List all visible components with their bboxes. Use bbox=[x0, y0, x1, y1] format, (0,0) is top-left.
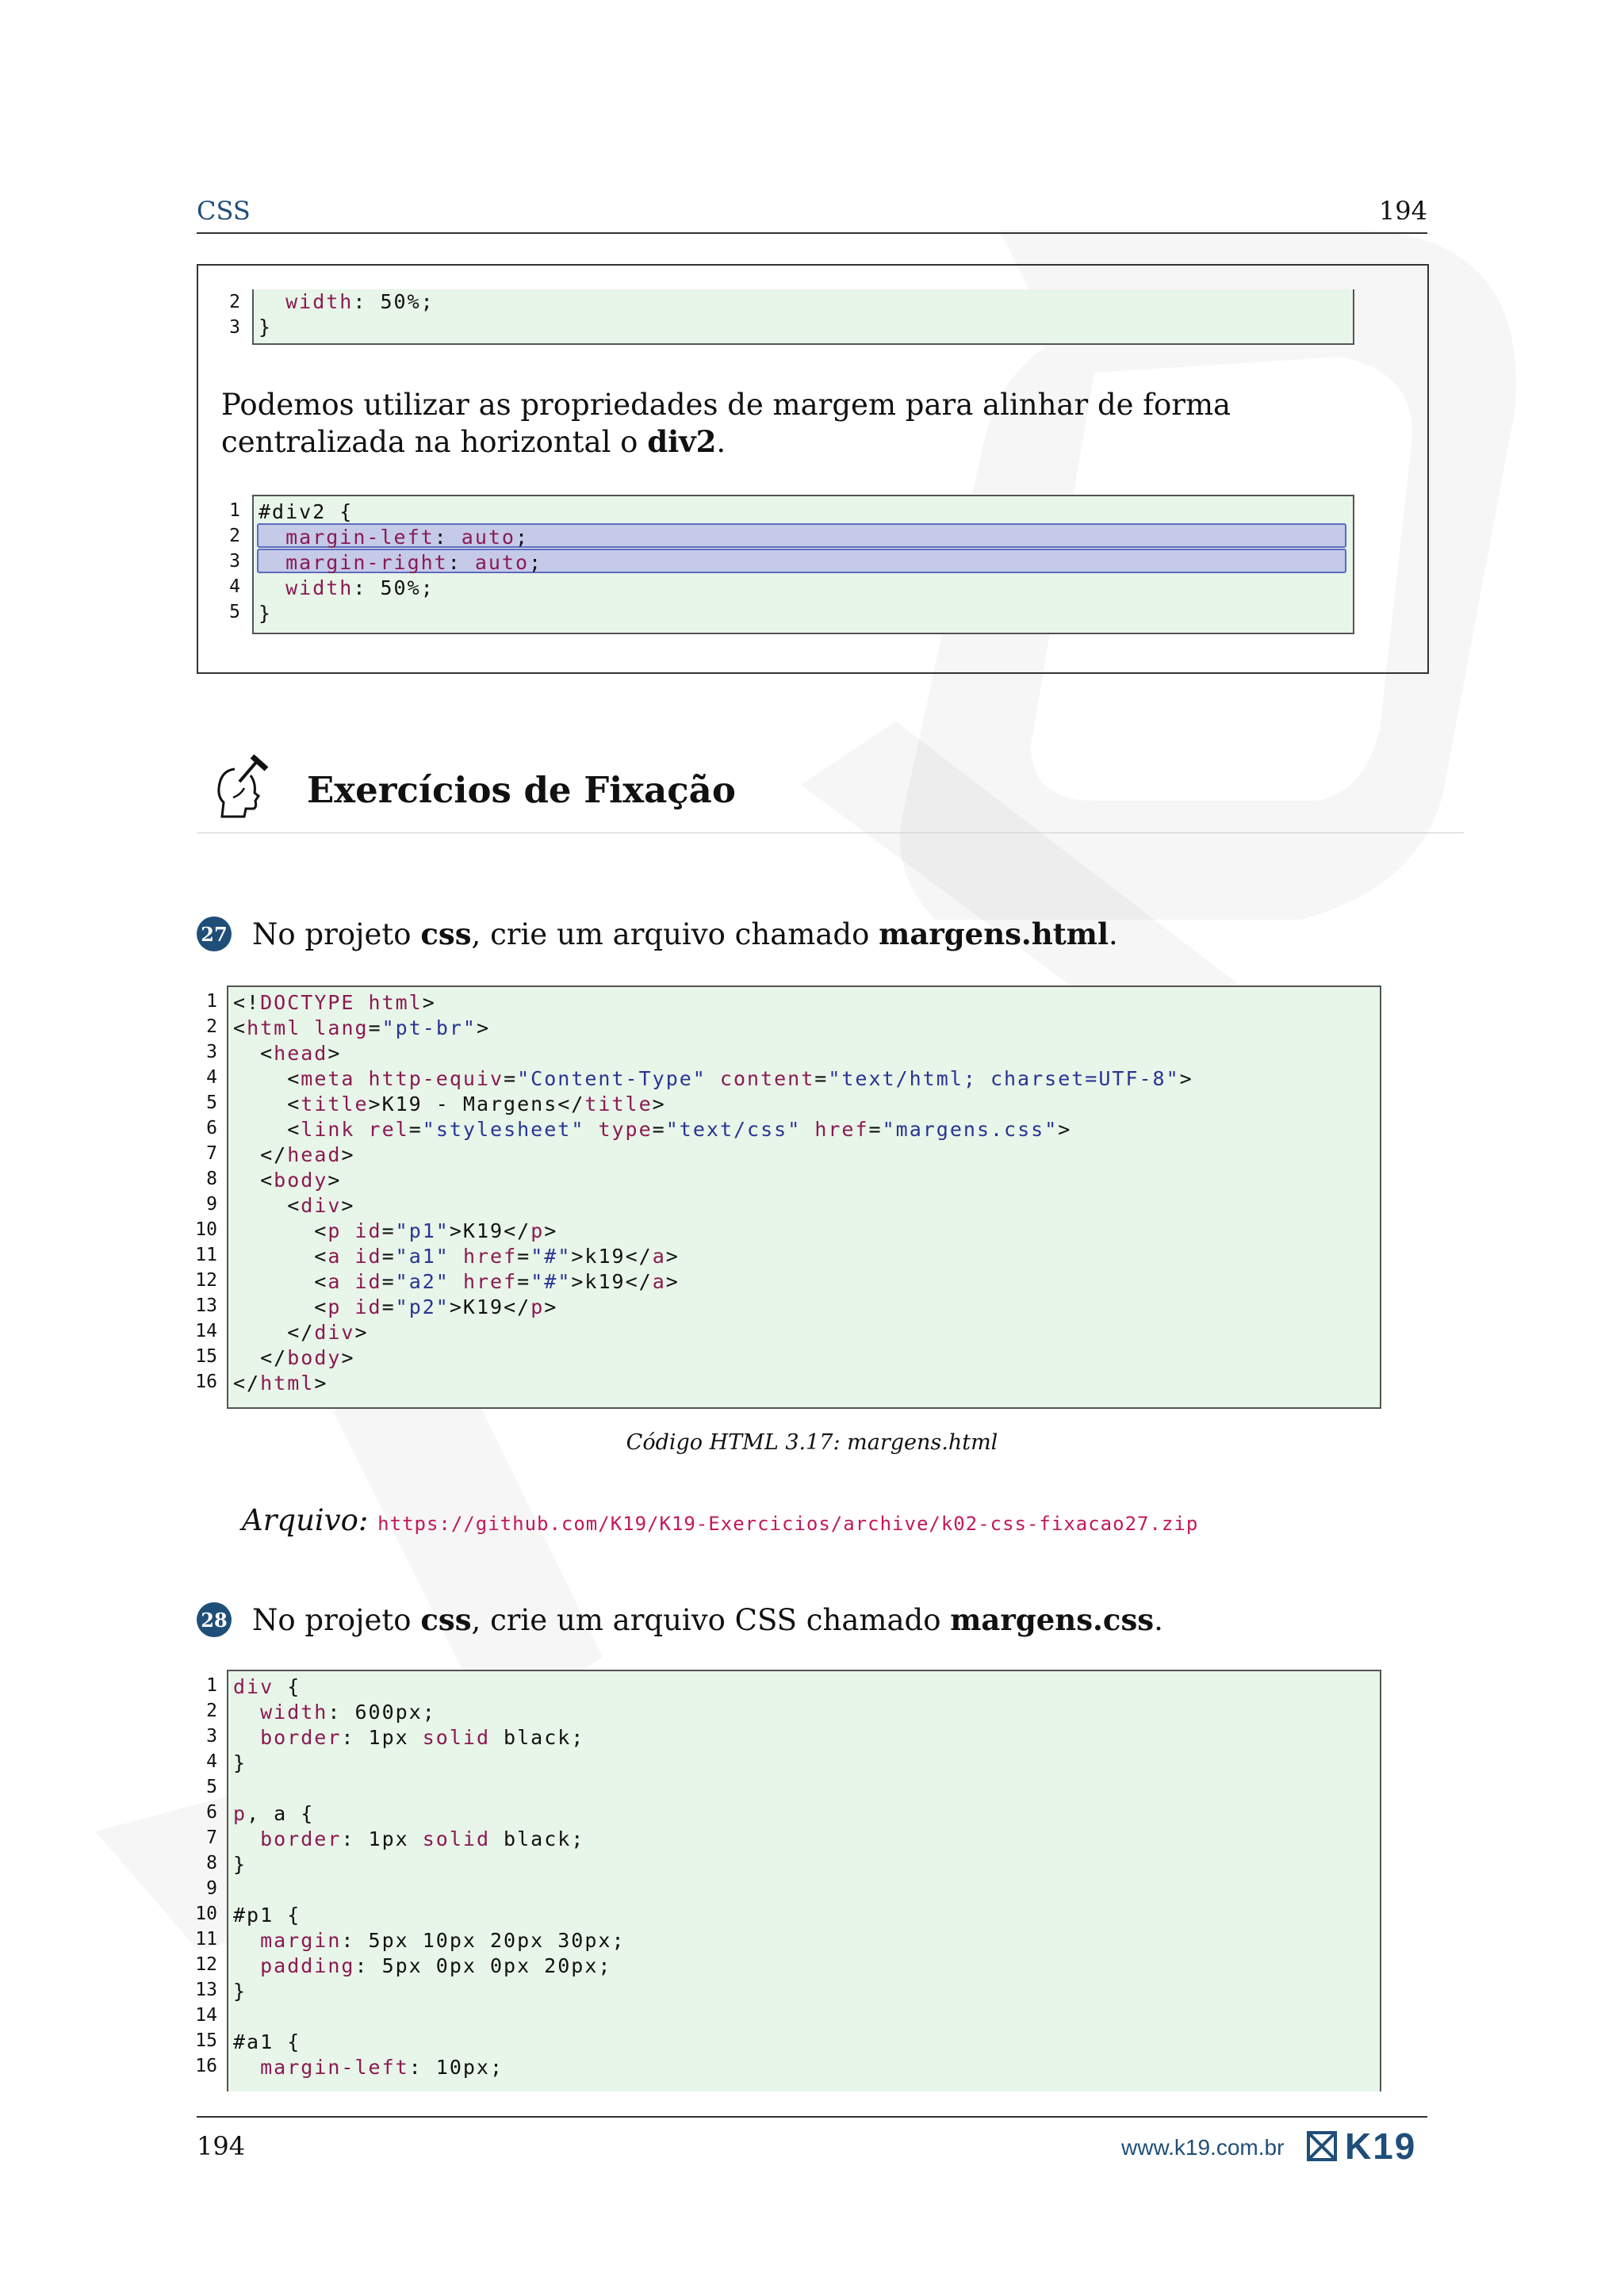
code-line: } bbox=[233, 1853, 247, 1876]
code-string: "stylesheet" bbox=[422, 1118, 585, 1141]
line-number: 2 bbox=[229, 526, 240, 546]
code-keyword: border bbox=[233, 1827, 342, 1850]
section-title: Exercícios de Fixação bbox=[307, 769, 736, 811]
ex27-end: . bbox=[1109, 917, 1118, 951]
exercise-27-text bbox=[252, 916, 1118, 953]
code-attr: href bbox=[462, 1270, 518, 1293]
ex28-text2: , crie um arquivo CSS chamado bbox=[471, 1603, 951, 1637]
code-tag: head bbox=[287, 1143, 342, 1166]
code-line: <meta http-equiv="Content-Type" content="text/html; charset=UTF-8"> bbox=[233, 1067, 1193, 1090]
running-header-page: 194 bbox=[1378, 196, 1427, 226]
code-line: border: 1px solid black; bbox=[233, 1726, 585, 1749]
line-number: 4 bbox=[206, 1751, 217, 1772]
line-number: 4 bbox=[206, 1067, 217, 1088]
line-number: 14 bbox=[195, 2005, 217, 2026]
code-line: div { bbox=[233, 1675, 301, 1698]
line-number: 7 bbox=[206, 1143, 217, 1164]
code-keyword: margin-left bbox=[259, 526, 435, 549]
code-tag: body bbox=[274, 1169, 328, 1192]
line-number: 9 bbox=[206, 1194, 217, 1215]
code-line: width: 50%; bbox=[259, 290, 435, 313]
code-attr: id bbox=[354, 1270, 382, 1293]
line-number: 16 bbox=[195, 1372, 217, 1392]
line-number: 6 bbox=[206, 1802, 217, 1823]
exercise-number-badge: 28 bbox=[197, 1602, 232, 1637]
line-number: 5 bbox=[206, 1093, 217, 1113]
code-line: </body> bbox=[233, 1346, 355, 1369]
code-tag: title bbox=[301, 1093, 369, 1115]
code-line: margin-left: auto; bbox=[259, 526, 530, 549]
code-string: "text/css" bbox=[665, 1118, 802, 1141]
code-value: auto bbox=[461, 526, 515, 549]
code-string: "text/html; charset=UTF-8" bbox=[828, 1067, 1180, 1090]
code-line: } bbox=[233, 1980, 247, 2003]
code-line: p, a { bbox=[233, 1802, 315, 1825]
body-paragraph bbox=[221, 387, 1419, 461]
code-keyword: margin bbox=[233, 1929, 342, 1952]
code-tag: div bbox=[301, 1194, 342, 1217]
code-attr: href bbox=[462, 1245, 518, 1268]
ex28-bold2: margens.css bbox=[950, 1602, 1155, 1637]
line-number: 3 bbox=[229, 317, 240, 338]
line-number: 15 bbox=[195, 1346, 217, 1367]
ex28-text1: No projeto bbox=[252, 1603, 421, 1637]
code-line: <html lang="pt-br"> bbox=[233, 1016, 491, 1039]
code-tag: head bbox=[274, 1042, 328, 1065]
code-block-tail bbox=[252, 289, 1354, 345]
line-number: 10 bbox=[195, 1219, 217, 1240]
line-number: 5 bbox=[229, 602, 240, 622]
line-number: 8 bbox=[206, 1853, 217, 1873]
code-block-html bbox=[227, 985, 1381, 1409]
k19-logo-text: K19 bbox=[1345, 2126, 1417, 2167]
code-line: <p id="p2">K19</p> bbox=[233, 1295, 558, 1318]
code-value: solid bbox=[422, 1726, 490, 1749]
code-attr: rel bbox=[368, 1118, 409, 1141]
code-line: } bbox=[233, 1751, 247, 1774]
code-line: margin-left: 10px; bbox=[233, 2056, 504, 2079]
code-tag: div bbox=[314, 1321, 355, 1344]
code-string: "Content-Type" bbox=[517, 1067, 707, 1090]
line-number: 10 bbox=[195, 1904, 217, 1924]
code-tag: html bbox=[260, 1372, 315, 1395]
line-number: 12 bbox=[195, 1270, 217, 1291]
code-line: </html> bbox=[233, 1372, 328, 1395]
code-attr: http-equiv bbox=[368, 1067, 504, 1090]
code-string: "#" bbox=[530, 1245, 572, 1268]
code-line: <a id="a1" href="#">k19</a> bbox=[233, 1245, 680, 1268]
code-tag: DOCTYPE html bbox=[260, 991, 423, 1014]
ex27-text1: No projeto bbox=[252, 917, 421, 951]
code-line: <!DOCTYPE html> bbox=[233, 991, 436, 1014]
code-line: <title>K19 - Margens</title> bbox=[233, 1093, 666, 1115]
footer-rule bbox=[197, 2116, 1427, 2118]
code-line: #p1 { bbox=[233, 1904, 301, 1927]
line-number: 2 bbox=[229, 292, 240, 312]
code-tag: a bbox=[652, 1245, 666, 1268]
line-number: 13 bbox=[195, 1980, 217, 2000]
code-tag: p bbox=[530, 1295, 545, 1318]
code-tag: p bbox=[327, 1295, 342, 1318]
code-string: "p2" bbox=[395, 1295, 450, 1318]
line-number: 13 bbox=[195, 1295, 217, 1316]
k19-logo-icon bbox=[1307, 2131, 1337, 2161]
code-keyword: width bbox=[233, 1701, 328, 1724]
arquivo-line bbox=[242, 1503, 1198, 1537]
line-number: 14 bbox=[195, 1321, 217, 1341]
code-tag: a bbox=[327, 1245, 342, 1268]
code-keyword: div bbox=[233, 1675, 274, 1698]
line-number: 7 bbox=[206, 1827, 217, 1848]
line-number: 2 bbox=[206, 1016, 217, 1037]
line-number: 12 bbox=[195, 1954, 217, 1975]
line-number: 3 bbox=[206, 1726, 217, 1747]
ex27-text2: , crie um arquivo chamado bbox=[471, 917, 879, 951]
code-line: <link rel="stylesheet" type="text/css" href="margens.css"> bbox=[233, 1118, 1072, 1141]
header-rule bbox=[197, 232, 1427, 234]
line-number: 1 bbox=[206, 991, 217, 1012]
line-number: 11 bbox=[195, 1245, 217, 1265]
line-number: 3 bbox=[206, 1042, 217, 1062]
code-line: border: 1px solid black; bbox=[233, 1827, 585, 1850]
code-attr: id bbox=[354, 1295, 382, 1318]
code-attr: id bbox=[354, 1219, 382, 1242]
code-line: <a id="a2" href="#">k19</a> bbox=[233, 1270, 680, 1293]
code-value: solid bbox=[422, 1827, 490, 1850]
line-number: 8 bbox=[206, 1169, 217, 1189]
code-line: } bbox=[259, 316, 273, 339]
code-tag: a bbox=[327, 1270, 342, 1293]
code-caption: Código HTML 3.17: margens.html bbox=[626, 1430, 998, 1455]
code-tag: html bbox=[247, 1016, 301, 1039]
ex28-end: . bbox=[1154, 1603, 1163, 1637]
paragraph-text: Podemos utilizar as propriedades de margem para alinhar de forma centralizada na horizontal o bbox=[221, 388, 1231, 459]
code-keyword: width bbox=[259, 290, 354, 313]
line-number: 2 bbox=[206, 1701, 217, 1721]
code-tag: body bbox=[287, 1346, 342, 1369]
code-keyword: width bbox=[259, 576, 354, 599]
code-block-css bbox=[227, 1670, 1381, 2091]
code-tag: p bbox=[530, 1219, 545, 1242]
code-string: "#" bbox=[530, 1270, 572, 1293]
code-tag: a bbox=[652, 1270, 666, 1293]
code-string: "margens.css" bbox=[882, 1118, 1059, 1141]
section-rule bbox=[197, 832, 1464, 833]
exercise-28-text bbox=[252, 1601, 1163, 1639]
k19-logo bbox=[1307, 2125, 1416, 2168]
paragraph-bold: div2 bbox=[647, 424, 717, 459]
line-number: 9 bbox=[206, 1878, 217, 1899]
code-attr: href bbox=[814, 1118, 869, 1141]
code-line: #div2 { bbox=[259, 500, 354, 523]
ex28-bold1: css bbox=[420, 1602, 472, 1637]
code-attr: type bbox=[598, 1118, 653, 1141]
code-string: "pt-br" bbox=[381, 1016, 477, 1039]
paragraph-end: . bbox=[716, 425, 726, 459]
code-line: <head> bbox=[233, 1042, 342, 1065]
code-keyword: border bbox=[233, 1726, 342, 1749]
line-number: 5 bbox=[206, 1777, 217, 1797]
code-tag: link bbox=[301, 1118, 355, 1141]
line-number: 4 bbox=[229, 576, 240, 597]
line-number: 1 bbox=[229, 500, 240, 521]
code-tag: p bbox=[327, 1219, 342, 1242]
running-header-section: CSS bbox=[197, 196, 251, 226]
code-keyword: margin-left bbox=[233, 2056, 409, 2079]
arquivo-label: Arquivo: bbox=[242, 1503, 369, 1537]
code-attr: id bbox=[354, 1245, 382, 1268]
code-keyword: padding bbox=[233, 1954, 355, 1977]
code-tag: meta bbox=[301, 1067, 355, 1090]
code-keyword: p bbox=[233, 1802, 247, 1825]
code-line: padding: 5px 0px 0px 20px; bbox=[233, 1954, 612, 1977]
exercise-number-badge: 27 bbox=[197, 916, 232, 951]
code-line: <div> bbox=[233, 1194, 355, 1217]
line-number: 6 bbox=[206, 1118, 217, 1138]
code-line: </div> bbox=[233, 1321, 369, 1344]
line-number: 11 bbox=[195, 1929, 217, 1950]
line-number: 15 bbox=[195, 2030, 217, 2051]
code-line: width: 600px; bbox=[233, 1701, 436, 1724]
line-number: 1 bbox=[206, 1675, 217, 1696]
line-number: 16 bbox=[195, 2056, 217, 2076]
code-attr: lang bbox=[314, 1016, 369, 1039]
code-string: "p1" bbox=[395, 1219, 450, 1242]
arquivo-link[interactable]: https://github.com/K19/K19-Exercicios/archive/k02-css-fixacao27.zip bbox=[377, 1513, 1199, 1535]
code-line: </head> bbox=[233, 1143, 355, 1166]
code-attr: content bbox=[719, 1067, 815, 1090]
code-line: <body> bbox=[233, 1169, 342, 1192]
code-line: margin-right: auto; bbox=[259, 551, 543, 574]
head-hammer-icon bbox=[211, 753, 274, 821]
code-tag: title bbox=[584, 1093, 653, 1115]
code-line: #a1 { bbox=[233, 2030, 301, 2053]
code-string: "a1" bbox=[395, 1245, 450, 1268]
footer-page-number: 194 bbox=[197, 2131, 246, 2161]
code-line: margin: 5px 10px 20px 30px; bbox=[233, 1929, 626, 1952]
code-string: "a2" bbox=[395, 1270, 450, 1293]
ex27-bold2: margens.html bbox=[879, 916, 1109, 951]
line-number: 3 bbox=[229, 551, 240, 572]
ex27-bold1: css bbox=[420, 916, 472, 951]
code-line: width: 50%; bbox=[259, 576, 435, 599]
code-line: <p id="p1">K19</p> bbox=[233, 1219, 558, 1242]
code-line: } bbox=[259, 602, 273, 625]
code-value: auto bbox=[474, 551, 530, 574]
footer-url[interactable]: www.k19.com.br bbox=[1121, 2135, 1285, 2160]
code-keyword: margin-right bbox=[259, 551, 448, 574]
code-block-div2 bbox=[252, 495, 1354, 634]
